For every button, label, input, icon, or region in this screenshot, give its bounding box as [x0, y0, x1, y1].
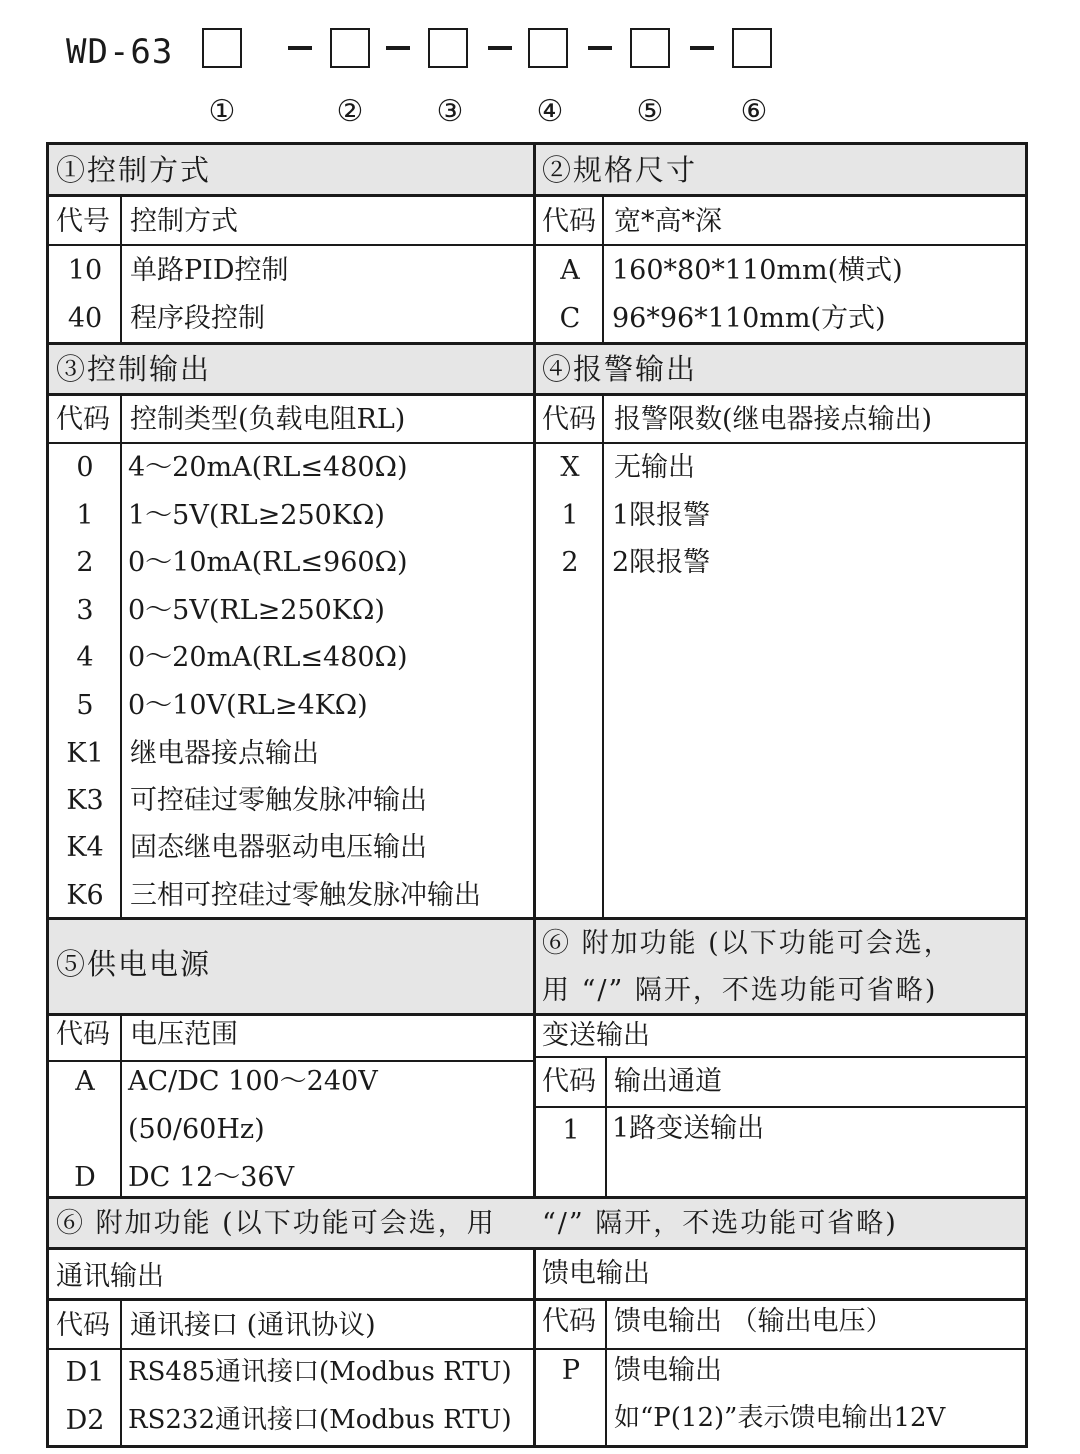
col-header-code: 代码 — [56, 1019, 110, 1050]
slot-number-2: ② — [336, 94, 364, 129]
row-code: K3 — [66, 785, 104, 816]
slot-number-4: ④ — [536, 94, 564, 129]
row-code: A — [560, 255, 580, 286]
row-code: 5 — [76, 690, 94, 721]
row-code: K1 — [66, 738, 104, 769]
row-desc: 馈电输出 — [614, 1355, 722, 1386]
row-desc-cont: 如“P(12)”表示馈电输出12V — [614, 1403, 946, 1433]
slot-number-1: ① — [208, 94, 236, 129]
col-header-desc: 报警限数(继电器接点输出) — [614, 404, 933, 435]
rule — [49, 244, 1025, 246]
sub-title-feed-output: 馈电输出 — [542, 1258, 650, 1289]
row-code: 0 — [76, 452, 94, 483]
rule — [46, 342, 1028, 345]
section-title-control-mode: ①控制方式 — [56, 153, 212, 187]
option-slot-1 — [202, 28, 242, 68]
row-desc: RS232通讯接口(Modbus RTU) — [128, 1405, 512, 1435]
row-desc: 三相可控硅过零触发脉冲输出 — [130, 880, 481, 911]
row-desc: 程序段控制 — [130, 303, 265, 334]
row-code: 1 — [561, 500, 579, 531]
rule — [49, 1348, 1025, 1350]
col-header-desc: 馈电输出 （输出电压） — [614, 1306, 893, 1337]
section-title-extra-functions-2: ⑥ 附加功能 (以下功能可会选，用 — [56, 1208, 496, 1239]
row-desc: 1限报警 — [612, 500, 711, 531]
rule — [46, 1196, 1028, 1199]
row-code: C — [559, 303, 581, 334]
row-desc: 0～5V(RL≥250KΩ) — [128, 595, 385, 626]
row-desc: 1路变送输出 — [612, 1113, 765, 1144]
rule — [120, 1013, 122, 1196]
sub-title-comm-output: 通讯输出 — [56, 1261, 164, 1292]
section-title-extra-functions-cont: 用 “/” 隔开，不选功能可省略) — [542, 975, 938, 1006]
dash-separator — [386, 46, 410, 50]
row-desc: 0～10mA(RL≤960Ω) — [128, 547, 408, 578]
col-header-desc: 控制类型(负载电阻RL) — [130, 404, 406, 435]
col-header-desc: 宽*高*深 — [614, 206, 722, 237]
row-code: 2 — [561, 547, 579, 578]
col-header-code: 代码 — [56, 404, 110, 435]
row-code: X — [560, 452, 580, 483]
row-desc: 1～5V(RL≥250KΩ) — [128, 500, 385, 531]
slot-number-3: ③ — [436, 94, 464, 129]
rule — [120, 1298, 122, 1448]
row-desc: 2限报警 — [612, 547, 711, 578]
rule — [46, 1013, 1028, 1016]
row-desc: 固态继电器驱动电压输出 — [130, 832, 427, 863]
option-slot-2 — [330, 28, 370, 68]
row-desc: 160*80*110mm(横式) — [612, 255, 903, 286]
option-slot-5 — [630, 28, 670, 68]
row-code: 2 — [76, 547, 94, 578]
col-header-desc: 输出通道 — [614, 1066, 722, 1097]
row-desc: DC 12～36V — [128, 1162, 295, 1193]
row-code: A — [75, 1066, 95, 1097]
row-code: P — [561, 1355, 581, 1386]
section-title-size: ②规格尺寸 — [542, 153, 698, 187]
row-code: 40 — [67, 303, 103, 334]
rule — [49, 1060, 536, 1062]
section-title-alarm-output: ④报警输出 — [542, 352, 698, 386]
rule — [120, 194, 122, 342]
dash-separator — [588, 46, 612, 50]
col-header-desc: 通讯接口 (通讯协议) — [130, 1310, 376, 1341]
rule — [46, 194, 1028, 197]
dash-separator — [690, 46, 714, 50]
row-desc: 96*96*110mm(方式) — [612, 303, 886, 334]
col-header-desc: 控制方式 — [130, 206, 238, 237]
slot-number-5: ⑤ — [636, 94, 664, 129]
row-code: 1 — [76, 500, 94, 531]
dash-separator — [288, 46, 312, 50]
section-title-extra-functions: ⑥ 附加功能 (以下功能可会选， — [542, 928, 953, 959]
slot-number-6: ⑥ — [740, 94, 768, 129]
col-header-code: 代码 — [542, 1066, 596, 1097]
col-header-code: 代码 — [542, 1306, 596, 1337]
rule — [533, 1247, 536, 1448]
col-header-desc: 电压范围 — [130, 1019, 238, 1050]
model-prefix: WD-63 — [66, 32, 174, 72]
row-code: K4 — [66, 832, 104, 863]
section-title-control-output: ③控制输出 — [56, 352, 212, 386]
option-slot-4 — [528, 28, 568, 68]
row-code: D — [74, 1162, 96, 1193]
row-desc: 继电器接点输出 — [130, 738, 319, 769]
row-code: D2 — [65, 1405, 105, 1436]
rule — [46, 1247, 1028, 1250]
rule — [46, 917, 1028, 920]
row-desc-cont: (50/60Hz) — [128, 1114, 265, 1145]
row-desc: RS485通讯接口(Modbus RTU) — [128, 1357, 512, 1387]
row-code: 1 — [562, 1115, 580, 1146]
rule — [120, 393, 122, 917]
rule — [49, 442, 1025, 444]
col-header-code: 代号 — [56, 206, 110, 237]
row-desc: 0～20mA(RL≤480Ω) — [128, 642, 408, 673]
col-header-code: 代码 — [56, 1310, 110, 1341]
row-desc: AC/DC 100～240V — [128, 1066, 378, 1097]
dash-separator — [488, 46, 512, 50]
row-desc: 可控硅过零触发脉冲输出 — [130, 785, 427, 816]
row-code: D1 — [65, 1357, 105, 1388]
option-slot-6 — [732, 28, 772, 68]
row-code: K6 — [66, 880, 104, 911]
row-code: 3 — [76, 595, 94, 626]
row-desc: 无输出 — [614, 452, 695, 483]
col-header-code: 代码 — [542, 206, 596, 237]
row-code: 4 — [76, 642, 94, 673]
rule — [46, 393, 1028, 396]
section-title-power-supply: ⑤供电电源 — [56, 947, 212, 981]
row-desc: 4～20mA(RL≤480Ω) — [128, 452, 408, 483]
sub-title-transmit-output: 变送输出 — [542, 1020, 650, 1051]
row-code: 10 — [67, 255, 103, 286]
rule — [46, 1298, 1028, 1301]
section-title-extra-functions-2-cont: “/” 隔开，不选功能可省略) — [542, 1208, 898, 1239]
row-desc: 单路PID控制 — [130, 255, 289, 286]
rule — [536, 1106, 1025, 1108]
row-desc: 0～10V(RL≥4KΩ) — [128, 690, 368, 721]
option-slot-3 — [428, 28, 468, 68]
rule — [533, 142, 536, 1199]
col-header-code: 代码 — [542, 404, 596, 435]
rule — [536, 1056, 1025, 1058]
